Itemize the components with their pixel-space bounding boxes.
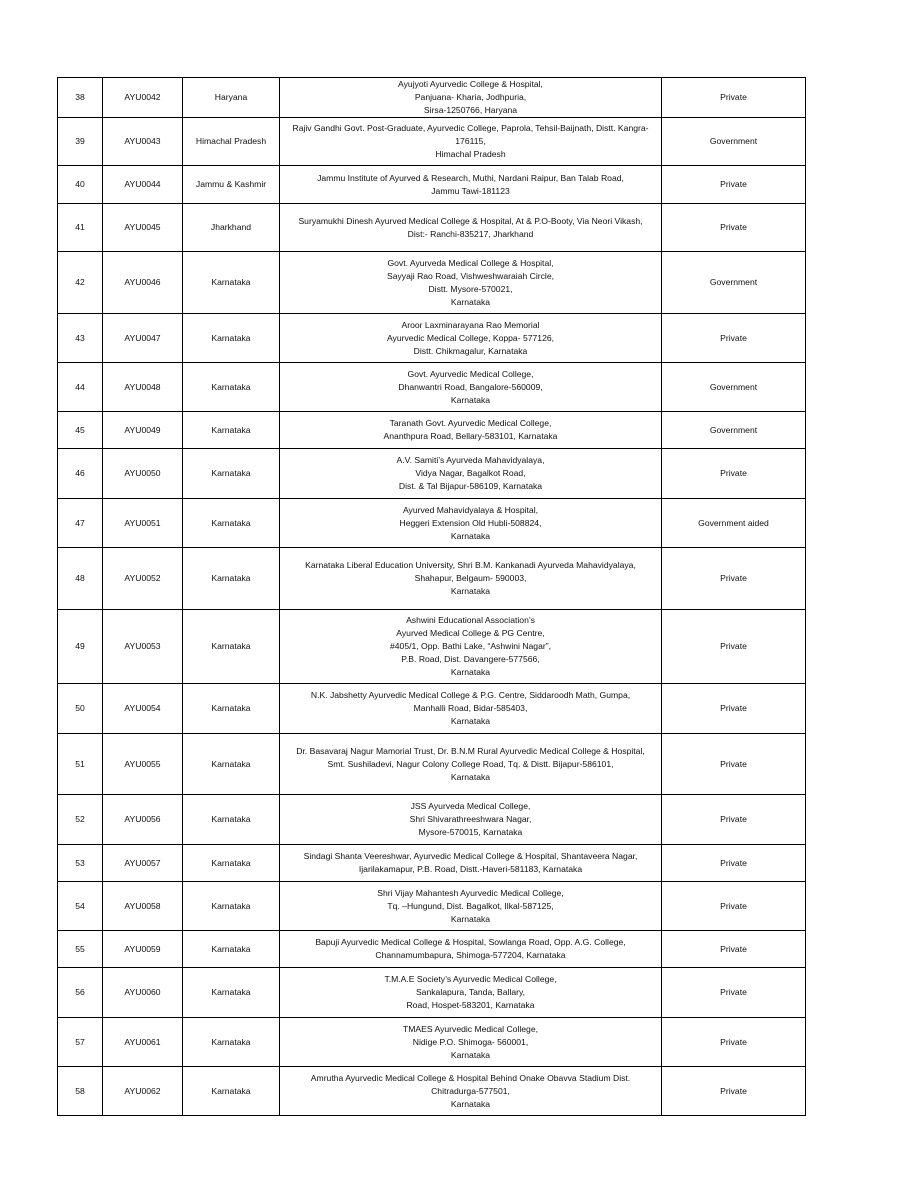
college-name-address-cell: T.M.A.E Society’s Ayurvedic Medical College, Sankalapura, Tanda, Ballary, Road, Hospet-583201, Karnataka — [280, 968, 662, 1018]
serial-number-cell: 48 — [58, 548, 103, 610]
serial-number-cell: 39 — [58, 118, 103, 166]
college-code-cell: AYU0045 — [103, 204, 183, 252]
college-code-cell: AYU0047 — [103, 314, 183, 363]
college-type-cell: Government — [662, 412, 806, 449]
serial-number-cell: 58 — [58, 1067, 103, 1116]
college-code-cell: AYU0042 — [103, 78, 183, 118]
table-row — [58, 118, 806, 166]
table-row — [58, 734, 806, 795]
college-type-cell: Government aided — [662, 499, 806, 548]
college-type-cell: Private — [662, 931, 806, 968]
state-cell: Karnataka — [183, 882, 280, 931]
serial-number-cell: 41 — [58, 204, 103, 252]
college-name-address-cell: Ayujyoti Ayurvedic College & Hospital, Panjuana- Kharia, Jodhpuria, Sirsa-1250766, Haryana — [280, 78, 662, 118]
state-cell: Karnataka — [183, 314, 280, 363]
college-type-cell: Private — [662, 882, 806, 931]
college-code-cell: AYU0044 — [103, 166, 183, 204]
serial-number-cell: 40 — [58, 166, 103, 204]
colleges-table — [57, 77, 806, 1116]
serial-number-cell: 45 — [58, 412, 103, 449]
state-cell: Karnataka — [183, 684, 280, 734]
college-code-cell: AYU0050 — [103, 449, 183, 499]
college-name-address-cell: Ashwini Educational Association’s Ayurved Medical College & PG Centre, #405/1, Opp. Bathi Lake, “Ashwini Nagar”, P.B. Road, Dist. Davangere-577566, Karnataka — [280, 610, 662, 684]
college-name-address-cell: Rajiv Gandhi Govt. Post-Graduate, Ayurvedic College, Paprola, Tehsil-Baijnath, Distt. Kangra-176115, Himachal Pradesh — [280, 118, 662, 166]
college-type-cell: Government — [662, 252, 806, 314]
college-name-address-cell: Shri Vijay Mahantesh Ayurvedic Medical College, Tq. –Hungund, Dist. Bagalkot, Ilkal-587125, Karnataka — [280, 882, 662, 931]
college-name-address-cell: Karnataka Liberal Education University, Shri B.M. Kankanadi Ayurveda Mahavidyalaya, Shahapur, Belgaum- 590003, Karnataka — [280, 548, 662, 610]
state-cell: Karnataka — [183, 449, 280, 499]
college-type-cell: Private — [662, 684, 806, 734]
table-row — [58, 931, 806, 968]
serial-number-cell: 38 — [58, 78, 103, 118]
table-row — [58, 252, 806, 314]
table-row — [58, 610, 806, 684]
college-code-cell: AYU0061 — [103, 1018, 183, 1067]
college-type-cell: Private — [662, 314, 806, 363]
state-cell: Jharkhand — [183, 204, 280, 252]
serial-number-cell: 54 — [58, 882, 103, 931]
table-row — [58, 499, 806, 548]
college-name-address-cell: Aroor Laxminarayana Rao Memorial Ayurvedic Medical College, Koppa- 577126, Distt. Chikmagalur, Karnataka — [280, 314, 662, 363]
serial-number-cell: 42 — [58, 252, 103, 314]
table-row — [58, 882, 806, 931]
table-body — [58, 78, 806, 1116]
table-row — [58, 363, 806, 412]
college-code-cell: AYU0053 — [103, 610, 183, 684]
college-code-cell: AYU0052 — [103, 548, 183, 610]
college-name-address-cell: Taranath Govt. Ayurvedic Medical College, Ananthpura Road, Bellary-583101, Karnataka — [280, 412, 662, 449]
table-row — [58, 1018, 806, 1067]
college-name-address-cell: Jammu Institute of Ayurved & Research, Muthi, Nardani Raipur, Ban Talab Road, Jammu Tawi-181123 — [280, 166, 662, 204]
serial-number-cell: 53 — [58, 845, 103, 882]
college-type-cell: Government — [662, 118, 806, 166]
college-code-cell: AYU0062 — [103, 1067, 183, 1116]
college-type-cell: Private — [662, 610, 806, 684]
serial-number-cell: 46 — [58, 449, 103, 499]
table-row — [58, 1067, 806, 1116]
college-code-cell: AYU0060 — [103, 968, 183, 1018]
serial-number-cell: 51 — [58, 734, 103, 795]
college-code-cell: AYU0058 — [103, 882, 183, 931]
table-row — [58, 968, 806, 1018]
college-type-cell: Private — [662, 1018, 806, 1067]
state-cell: Karnataka — [183, 412, 280, 449]
college-type-cell: Private — [662, 734, 806, 795]
state-cell: Himachal Pradesh — [183, 118, 280, 166]
college-code-cell: AYU0048 — [103, 363, 183, 412]
college-code-cell: AYU0051 — [103, 499, 183, 548]
state-cell: Haryana — [183, 78, 280, 118]
table-row — [58, 314, 806, 363]
table-row — [58, 684, 806, 734]
college-name-address-cell: Bapuji Ayurvedic Medical College & Hospital, Sowlanga Road, Opp. A.G. College, Channamumbapura, Shimoga-577204, Karnataka — [280, 931, 662, 968]
college-type-cell: Private — [662, 166, 806, 204]
college-code-cell: AYU0054 — [103, 684, 183, 734]
state-cell: Karnataka — [183, 795, 280, 845]
college-name-address-cell: Sindagi Shanta Veereshwar, Ayurvedic Medical College & Hospital, Shantaveera Nagar, Ijarilakamapur, P.B. Road, Distt.-Haveri-581183, Karnataka — [280, 845, 662, 882]
college-type-cell: Private — [662, 548, 806, 610]
college-name-address-cell: Govt. Ayurveda Medical College & Hospital, Sayyaji Rao Road, Vishweshwaraiah Circle, Distt. Mysore-570021, Karnataka — [280, 252, 662, 314]
state-cell: Karnataka — [183, 734, 280, 795]
serial-number-cell: 50 — [58, 684, 103, 734]
table-row — [58, 548, 806, 610]
college-type-cell: Government — [662, 363, 806, 412]
college-name-address-cell: TMAES Ayurvedic Medical College, Nidige P.O. Shimoga- 560001, Karnataka — [280, 1018, 662, 1067]
college-type-cell: Private — [662, 449, 806, 499]
college-type-cell: Private — [662, 845, 806, 882]
college-type-cell: Private — [662, 78, 806, 118]
college-code-cell: AYU0057 — [103, 845, 183, 882]
college-code-cell: AYU0049 — [103, 412, 183, 449]
college-name-address-cell: Suryamukhi Dinesh Ayurved Medical College & Hospital, At & P.O-Booty, Via Neori Vikash, Dist:- Ranchi-835217, Jharkhand — [280, 204, 662, 252]
college-name-address-cell: Ayurved Mahavidyalaya & Hospital, Heggeri Extension Old Hubli-508824, Karnataka — [280, 499, 662, 548]
table-row — [58, 845, 806, 882]
college-name-address-cell: JSS Ayurveda Medical College, Shri Shivarathreeshwara Nagar, Mysore-570015, Karnataka — [280, 795, 662, 845]
table-row — [58, 412, 806, 449]
college-name-address-cell: A.V. Samiti’s Ayurveda Mahavidyalaya, Vidya Nagar, Bagalkot Road, Dist. & Tal Bijapur-586109, Karnataka — [280, 449, 662, 499]
serial-number-cell: 47 — [58, 499, 103, 548]
serial-number-cell: 49 — [58, 610, 103, 684]
college-code-cell: AYU0043 — [103, 118, 183, 166]
college-code-cell: AYU0059 — [103, 931, 183, 968]
table-row — [58, 166, 806, 204]
serial-number-cell: 44 — [58, 363, 103, 412]
serial-number-cell: 43 — [58, 314, 103, 363]
state-cell: Karnataka — [183, 845, 280, 882]
college-type-cell: Private — [662, 968, 806, 1018]
state-cell: Karnataka — [183, 968, 280, 1018]
state-cell: Karnataka — [183, 931, 280, 968]
state-cell: Karnataka — [183, 548, 280, 610]
serial-number-cell: 57 — [58, 1018, 103, 1067]
state-cell: Karnataka — [183, 1067, 280, 1116]
state-cell: Jammu & Kashmir — [183, 166, 280, 204]
college-code-cell: AYU0055 — [103, 734, 183, 795]
table-row — [58, 204, 806, 252]
college-name-address-cell: Dr. Basavaraj Nagur Mamorial Trust, Dr. B.N.M Rural Ayurvedic Medical College & Hospital, Smt. Sushiladevi, Nagur Colony College Road, Tq. & Distt. Bijapur-586101, Karnataka — [280, 734, 662, 795]
college-name-address-cell: N.K. Jabshetty Ayurvedic Medical College & P.G. Centre, Siddaroodh Math, Gumpa, Manhalli Road, Bidar-585403, Karnataka — [280, 684, 662, 734]
college-code-cell: AYU0056 — [103, 795, 183, 845]
table-row — [58, 795, 806, 845]
serial-number-cell: 52 — [58, 795, 103, 845]
table-row — [58, 78, 806, 118]
college-name-address-cell: Govt. Ayurvedic Medical College, Dhanwantri Road, Bangalore-560009, Karnataka — [280, 363, 662, 412]
college-type-cell: Private — [662, 204, 806, 252]
state-cell: Karnataka — [183, 499, 280, 548]
serial-number-cell: 55 — [58, 931, 103, 968]
state-cell: Karnataka — [183, 252, 280, 314]
table-row — [58, 449, 806, 499]
serial-number-cell: 56 — [58, 968, 103, 1018]
state-cell: Karnataka — [183, 610, 280, 684]
college-code-cell: AYU0046 — [103, 252, 183, 314]
college-name-address-cell: Amrutha Ayurvedic Medical College & Hospital Behind Onake Obavva Stadium Dist. Chitradurga-577501, Karnataka — [280, 1067, 662, 1116]
college-type-cell: Private — [662, 1067, 806, 1116]
state-cell: Karnataka — [183, 1018, 280, 1067]
state-cell: Karnataka — [183, 363, 280, 412]
college-type-cell: Private — [662, 795, 806, 845]
